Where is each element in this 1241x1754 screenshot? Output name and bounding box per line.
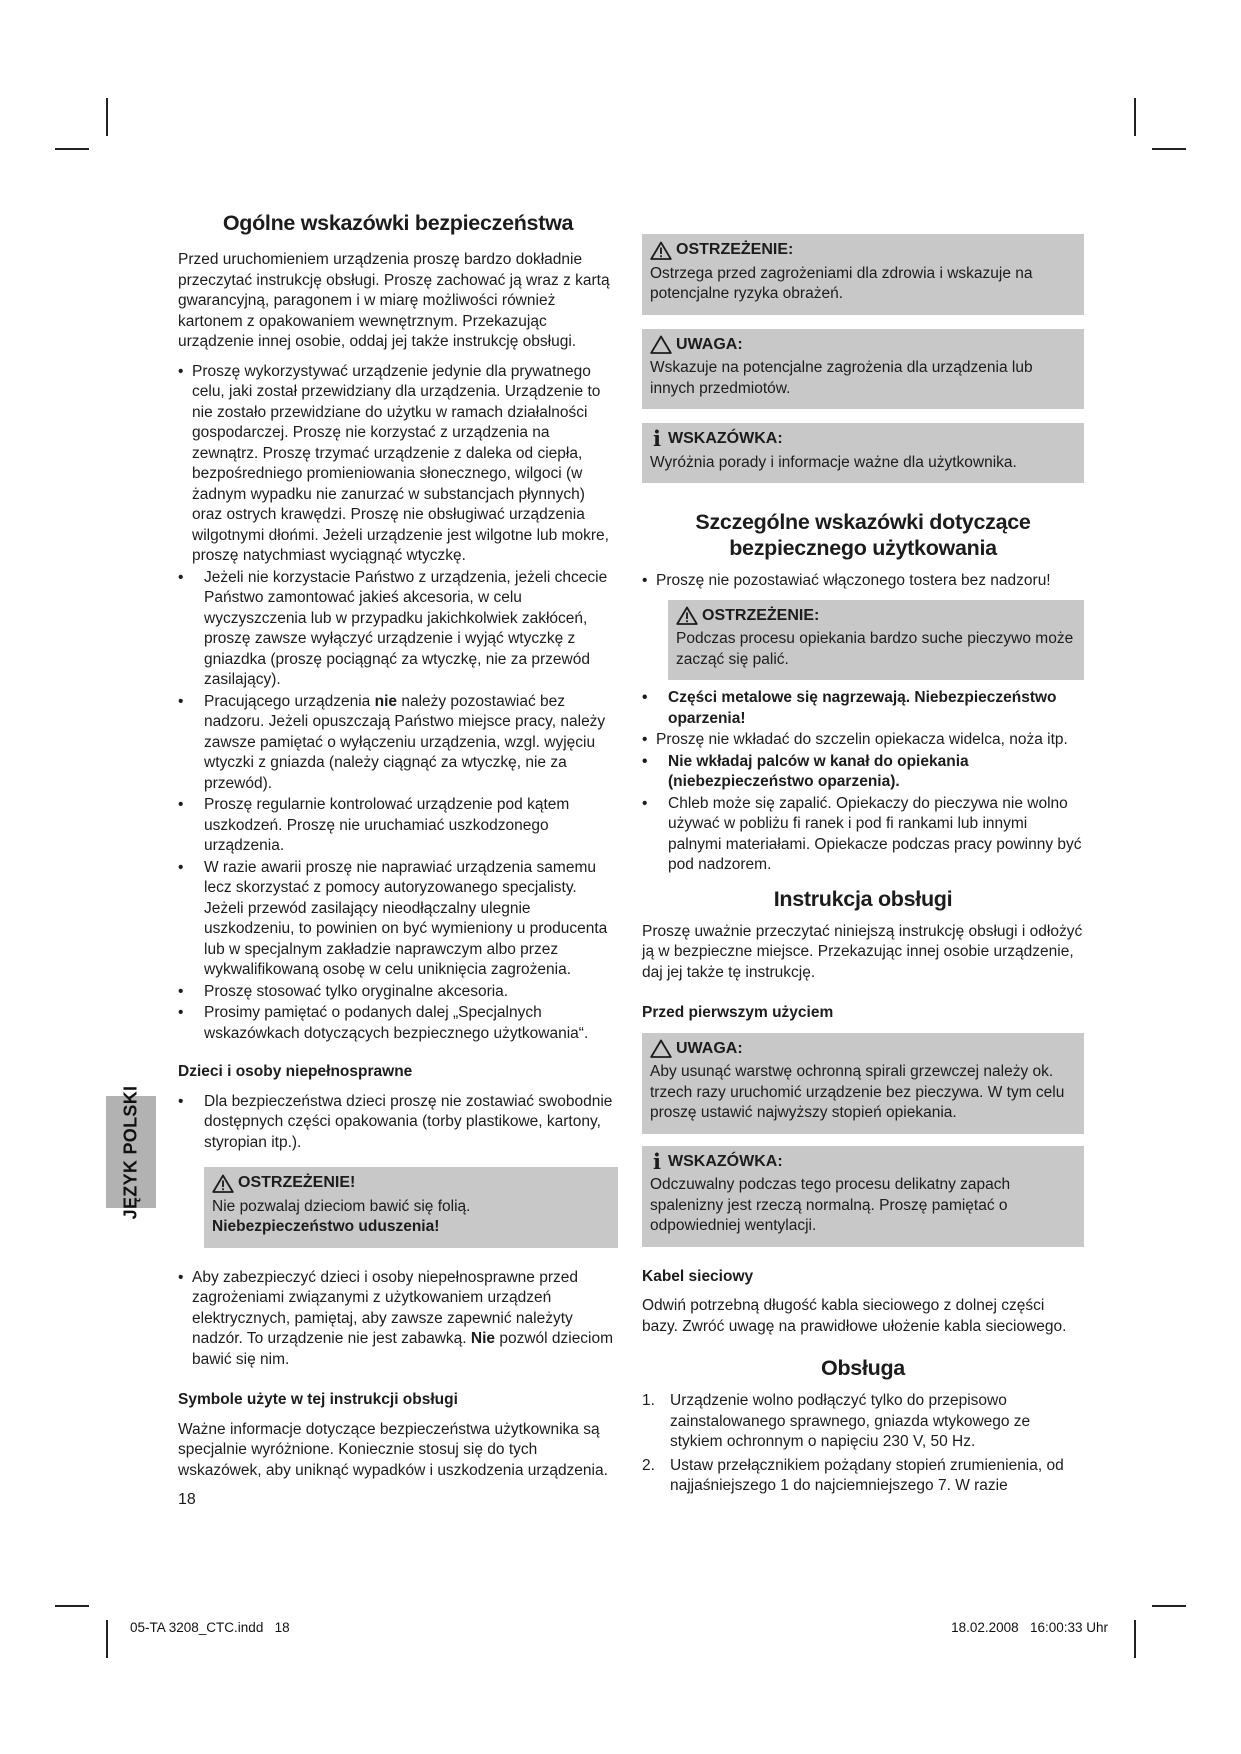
list-item <box>178 1268 618 1371</box>
footer-file-info: 05-TA 3208_CTC.indd 18 <box>130 1620 290 1635</box>
warning-title-row <box>676 606 1076 627</box>
list-item <box>178 692 618 795</box>
footer-timestamp: 18.02.2008 16:00:33 Uhr <box>951 1620 1108 1635</box>
caution-triangle-icon <box>650 1039 672 1058</box>
page-number: 18 <box>178 1491 196 1508</box>
cable-text: Odwiń potrzebną długość kabla sieciowego z dolnej części bazy. Zwróć uwagę na prawidłowe ułożenie kabla sieciowego. <box>642 1297 1067 1335</box>
legend-warning-box <box>642 234 1084 315</box>
list-item: • Proszę nie pozostawiać włączonego tostera bez nadzoru! <box>642 571 1084 592</box>
right-column <box>642 234 1084 1500</box>
info-icon: i <box>653 1148 661 1174</box>
note-text: Odczuwalny podczas tego procesu delikatny zapach spalenizny jest rzeczą normalną. Proszę pamiętać o odpowiedniej wentylacji. <box>650 1176 1011 1234</box>
general-safety-list <box>178 362 618 1045</box>
list-item: • Nie wkładaj palców w kanał do opiekania (niebezpieczeństwo oparzenia). <box>642 752 1084 793</box>
language-tab-label: JĘZYK POLSKI <box>120 1085 141 1219</box>
list-text: Pracującego urządzenia <box>204 692 375 710</box>
list-text: Aby zabezpieczyć dzieci i osoby niepełnosprawne przed zagrożeniami związanymi z użytkowaniem urządzeń elektrycznych, pamiętaj, aby zawsze zapewnić należyty nadzór. To urządzenie nie jest zabawką. <box>192 1268 578 1347</box>
warning-triangle-icon <box>676 606 698 625</box>
warning-title: OSTRZEŻENIE: <box>702 606 820 624</box>
warning-title: OSTRZEŻENIE! <box>238 1174 356 1191</box>
operation-steps <box>642 1391 1084 1497</box>
children-list-2 <box>178 1268 618 1371</box>
list-item: • Proszę wykorzystywać urządzenie jedynie dla prywatnego celu, jaki został przewidziany dla urządzenia. Urządzenie to nie zostało przewidziane do użytku w ramach działalności gospodarczej. Proszę nie korzystać z urządzenia na zewnątrz. Proszę trzymać urządzenie z daleka od ciepła, bezpośredniego promieniowania słonecznego, wilgoci (w żadnym wypadku nie zanurzać w substancjach płynnych) oraz ostrych krawędzi. Proszę nie obsługiwać urządzenia wilgotnymi dłońmi. Jeżeli urządzenie jest wilgotne lub mokre, proszę natychmiast wyciągnąć wtyczkę. <box>178 362 618 567</box>
step-text: Urządzenie wolno podłączyć tylko do przepisowo zainstalowanego sprawnego, gniazda wtykowego ze stykiem ochronnym o napięciu 230 V, 50 Hz. <box>670 1392 1031 1450</box>
first-use-caution-box <box>642 1033 1084 1134</box>
crop-mark <box>55 148 89 150</box>
left-column <box>178 210 618 1511</box>
caution-text: Wskazuje na potencjalne zagrożenia dla urządzenia lub innych przedmiotów. <box>650 359 1033 397</box>
legend-caution-box <box>642 329 1084 410</box>
language-side-tab <box>106 1085 156 1219</box>
manual-title: Instrukcja obsługi <box>773 886 953 911</box>
list-item: • Dla bezpieczeństwa dzieci proszę nie zostawiać swobodnie dostępnych części opakowania (torby plastikowe, kartony, styropian itp.). <box>178 1092 618 1154</box>
list-item: • Chleb może się zapalić. Opiekaczy do pieczywa nie wolno używać w pobliżu fi ranek i pod fi rankami lub innymi palnymi materiałami. Opiekacze podczas pracy powinny być pod nadzorem. <box>642 794 1084 876</box>
list-item: • Prosimy pamiętać o podanych dalej „Specjalnych wskazówkach dotyczących bezpiecznego użytkowania“. <box>178 1003 618 1044</box>
crop-mark <box>55 1605 89 1607</box>
list-item <box>642 1456 1084 1497</box>
warning-bold-text: Niebezpieczeństwo uduszenia! <box>212 1218 440 1235</box>
cable-heading: Kabel sieciowy <box>642 1267 754 1285</box>
list-text: należy pozostawiać bez nadzoru. Jeżeli opuszczają Państwo miejsce pracy, należy zawsze pamiętać o wyłączeniu urządzenia, wzgl. wyjęciu wtyczki z gniazda (należy ciągnąć za wtyczkę, nie za przewód). <box>204 692 606 792</box>
general-safety-intro: Przed uruchomieniem urządzenia proszę bardzo dokładnie przeczytać instrukcję obsługi. Proszę zachować ją wraz z kartą gwarancyjną, paragonem i w miarę możliwości również kartonem z opakowaniem wewnętrznym. Przekazując urządzenie innej osobie, oddaj jej także instrukcję obsługi. <box>178 251 610 350</box>
children-list <box>178 1092 618 1154</box>
warning-title-row <box>212 1173 610 1194</box>
caution-title: UWAGA: <box>676 1039 743 1057</box>
caution-title-row <box>650 335 1076 356</box>
step-text: Ustaw przełącznikiem pożądany stopień zrumienienia, od najjaśniejszego 1 do najciemniejszego 7. W razie <box>670 1456 1064 1494</box>
crop-mark <box>1152 1605 1186 1607</box>
operation-title: Obsługa <box>821 1356 905 1380</box>
first-use-note-box <box>642 1146 1084 1247</box>
list-item: • Jeżeli nie korzystacie Państwo z urządzenia, jeżeli chcecie Państwo zamontować jakieś akcesoria, w celu wyczyszczenia lub w przypadku jakichkolwiek zakłóceń, proszę zawsze wyłączyć urządzenie i wyjąć wtyczkę z gniazdka (proszę pociągnąć za wtyczkę, nie za przewód zasilający). <box>178 568 618 691</box>
caution-triangle-icon <box>650 335 672 354</box>
list-item: • Proszę regularnie kontrolować urządzenie pod kątem uszkodzeń. Proszę nie uruchamiać uszkodzonego urządzenia. <box>178 795 618 857</box>
warning-title: OSTRZEŻENIE: <box>676 241 794 258</box>
crop-mark <box>106 98 108 136</box>
caution-text: Aby usunąć warstwę ochronną spirali grzewczej należy ok. trzech razy uruchomić urządzenie bez pieczywa. W tym celu proszę ustawić najwyższy stopień opiekania. <box>650 1063 1065 1121</box>
manual-text: Proszę uważnie przeczytać niniejszą instrukcję obsługi i odłożyć ją w bezpieczne miejsce. Przekazując innej osobie urządzenie, daj jej także tę instrukcję. <box>642 922 1083 981</box>
list-item <box>642 1391 1084 1453</box>
note-text: Wyróżnia porady i informacje ważne dla użytkownika. <box>650 453 1017 471</box>
list-item: • Proszę stosować tylko oryginalne akcesoria. <box>178 982 618 1003</box>
list-text: pozwól dzieciom bawić się nim. <box>192 1330 614 1368</box>
special-list-2 <box>642 688 1084 876</box>
children-warning-box <box>204 1167 618 1248</box>
crop-mark <box>106 1620 108 1658</box>
note-title-row <box>650 426 1076 452</box>
list-item: • W razie awarii proszę nie naprawiać urządzenia samemu lecz skorzystać z pomocy autoryzowanego specjalisty. Jeżeli przewód zasilający nieodłączalny ulegnie uszkodzeniu, to powinien on być wymieniony u producenta lub w specjalnym zakładzie naprawczym albo przez wykwalifikowaną osobę w celu uniknięcia zagrożenia. <box>178 858 618 981</box>
special-safety-title: Szczególne wskazówki dotyczące bezpiecznego użytkowania <box>695 510 1031 560</box>
list-item: • Części metalowe się nagrzewają. Niebezpieczeństwo oparzenia! <box>642 688 1084 729</box>
list-bold: Nie <box>470 1330 496 1347</box>
step-number: 1. <box>642 1392 655 1409</box>
step-number: 2. <box>642 1456 655 1474</box>
first-use-heading: Przed pierwszym użyciem <box>642 1004 834 1021</box>
general-safety-title: Ogólne wskazówki bezpieczeństwa <box>222 211 574 235</box>
note-title: WSKAZÓWKA: <box>668 430 783 447</box>
crop-mark <box>1134 98 1136 136</box>
symbols-heading: Symbole użyte w tej instrukcji obsługi <box>178 1391 458 1408</box>
special-list-1 <box>642 571 1084 592</box>
warning-title-row <box>650 240 1076 261</box>
note-title-row <box>650 1148 1076 1174</box>
symbols-text: Ważne informacje dotyczące bezpieczeństwa użytkownika są specjalnie wyróżnione. Koniecznie stosuj się do tych wskazówek, aby uniknąć wypadków i uszkodzenia urządzenia. <box>178 1420 608 1479</box>
legend-note-box <box>642 423 1084 483</box>
children-heading: Dzieci i osoby niepełnosprawne <box>178 1063 413 1080</box>
crop-mark <box>1134 1620 1136 1658</box>
note-title: WSKAZÓWKA: <box>668 1152 783 1170</box>
crop-mark <box>1152 148 1186 150</box>
caution-title-row <box>650 1039 1076 1060</box>
info-icon: i <box>653 426 661 452</box>
list-item: • Proszę nie wkładać do szczelin opiekacza widelca, noża itp. <box>642 730 1084 751</box>
special-warning-box <box>668 600 1084 681</box>
warning-text: Ostrzega przed zagrożeniami dla zdrowia i wskazuje na potencjalne ryzyka obrażeń. <box>650 264 1033 302</box>
warning-text: Nie pozwalaj dzieciom bawić się folią. <box>212 1197 471 1215</box>
list-bold: nie <box>374 692 398 710</box>
caution-title: UWAGA: <box>676 335 743 353</box>
warning-triangle-icon <box>212 1174 234 1193</box>
warning-triangle-icon <box>650 241 672 260</box>
warning-text: Podczas procesu opiekania bardzo suche pieczywo może zacząć się palić. <box>676 630 1074 668</box>
